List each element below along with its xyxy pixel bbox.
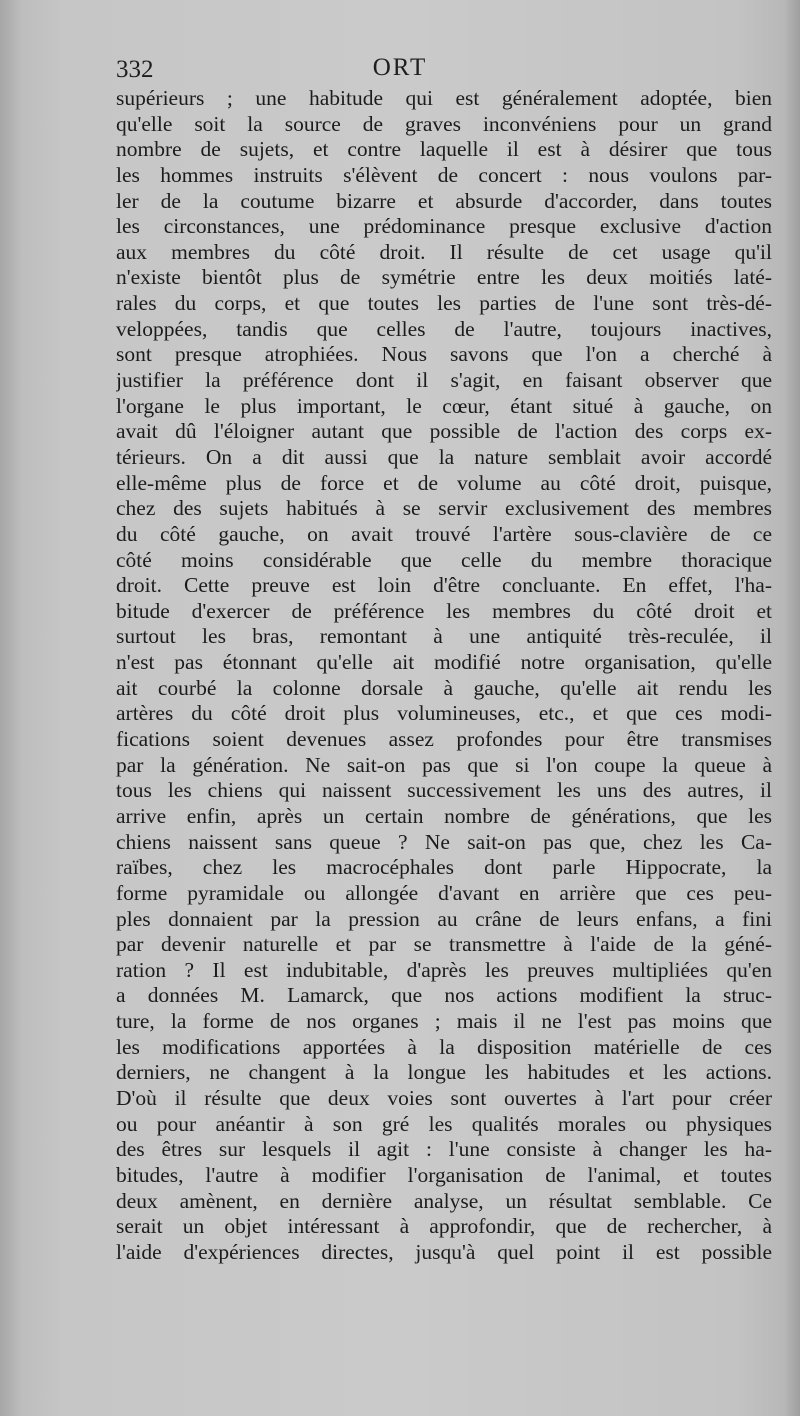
text-line: des êtres sur lesquels il agit : l'une consiste à changer les ha- <box>116 1137 772 1162</box>
text-line: chiens naissent sans queue ? Ne sait-on pas que, chez les Ca- <box>116 829 772 854</box>
text-line: térieurs. On a dit aussi que la nature semblait avoir accordé <box>116 444 772 469</box>
text-line: les circonstances, une prédominance presque exclusive d'action <box>116 214 772 239</box>
body-text <box>116 86 772 1265</box>
text-line: n'existe bientôt plus de symétrie entre les deux moitiés laté- <box>116 265 772 290</box>
text-line: n'est pas étonnant qu'elle ait modifié notre organisation, qu'elle <box>116 650 772 675</box>
text-line: ou pour anéantir à son gré les qualités morales ou physiques <box>116 1111 772 1136</box>
text-line: ture, la forme de nos organes ; mais il ne l'est pas moins que <box>116 1009 772 1034</box>
text-line: les hommes instruits s'élèvent de concert : nous voulons par- <box>116 162 772 187</box>
text-line: ler de la coutume bizarre et absurde d'accorder, dans toutes <box>116 188 772 213</box>
running-title: ORT <box>372 54 428 81</box>
text-line: ples donnaient par la pression au crâne de leurs enfans, a fini <box>116 906 772 931</box>
page-left-shadow <box>0 0 22 1416</box>
text-line: bitudes, l'autre à modifier l'organisation de l'animal, et toutes <box>116 1162 772 1187</box>
text-line: aux membres du côté droit. Il résulte de cet usage qu'il <box>116 239 772 264</box>
text-line: chez des sujets habitués à se servir exclusivement des membres <box>116 496 772 521</box>
page-edge-shadow <box>784 0 800 1416</box>
text-line: les modifications apportées à la disposition matérielle de ces <box>116 1034 772 1059</box>
running-head <box>0 52 800 84</box>
text-line: deux amènent, en dernière analyse, un résultat semblable. Ce <box>116 1188 772 1213</box>
text-line: rales du corps, et que toutes les parties de l'une sont très-dé- <box>116 291 772 316</box>
text-line: l'aide d'expériences directes, jusqu'à quel point il est possible <box>116 1239 772 1264</box>
text-line: par la génération. Ne sait-on pas que si l'on coupe la queue à <box>116 752 772 777</box>
text-line: avait dû l'éloigner autant que possible de l'action des corps ex- <box>116 419 772 444</box>
text-line: surtout les bras, remontant à une antiquité très-reculée, il <box>116 624 772 649</box>
text-line: fications soient devenues assez profondes pour être transmises <box>116 727 772 752</box>
text-line: ration ? Il est indubitable, d'après les preuves multipliées qu'en <box>116 957 772 982</box>
text-line: justifier la préférence dont il s'agit, en faisant observer que <box>116 368 772 393</box>
text-line: côté moins considérable que celle du membre thoracique <box>116 547 772 572</box>
text-line: par devenir naturelle et par se transmettre à l'aide de la géné- <box>116 932 772 957</box>
text-line: elle-même plus de force et de volume au côté droit, puisque, <box>116 470 772 495</box>
text-line: droit. Cette preuve est loin d'être concluante. En effet, l'ha- <box>116 573 772 598</box>
text-line: forme pyramidale ou allongée d'avant en arrière que ces peu- <box>116 880 772 905</box>
text-line: qu'elle soit la source de graves inconvéniens pour un grand <box>116 111 772 136</box>
text-line: veloppées, tandis que celles de l'autre, toujours inactives, <box>116 316 772 341</box>
text-line: derniers, ne changent à la longue les habitudes et les actions. <box>116 1060 772 1085</box>
text-line: artères du côté droit plus volumineuses, etc., et que ces modi- <box>116 701 772 726</box>
text-line: tous les chiens qui naissent successivement les uns des autres, il <box>116 778 772 803</box>
text-line: bitude d'exercer de préférence les membres du côté droit et <box>116 598 772 623</box>
text-line: sont presque atrophiées. Nous savons que l'on a cherché à <box>116 342 772 367</box>
page-number: 332 <box>116 56 154 83</box>
text-line: raïbes, chez les macrocéphales dont parle Hippocrate, la <box>116 855 772 880</box>
text-line: du côté gauche, on avait trouvé l'artère sous-clavière de ce <box>116 521 772 546</box>
text-line: ait courbé la colonne dorsale à gauche, qu'elle ait rendu les <box>116 675 772 700</box>
text-line: l'organe le plus important, le cœur, étant situé à gauche, on <box>116 393 772 418</box>
text-line: D'où il résulte que deux voies sont ouvertes à l'art pour créer <box>116 1085 772 1110</box>
text-line: a données M. Lamarck, que nos actions modifient la struc- <box>116 983 772 1008</box>
text-line: supérieurs ; une habitude qui est généralement adoptée, bien <box>116 86 772 110</box>
text-line: arrive enfin, après un certain nombre de générations, que les <box>116 803 772 828</box>
text-line: nombre de sujets, et contre laquelle il est à désirer que tous <box>116 137 772 162</box>
text-line: serait un objet intéressant à approfondir, que de rechercher, à <box>116 1214 772 1239</box>
